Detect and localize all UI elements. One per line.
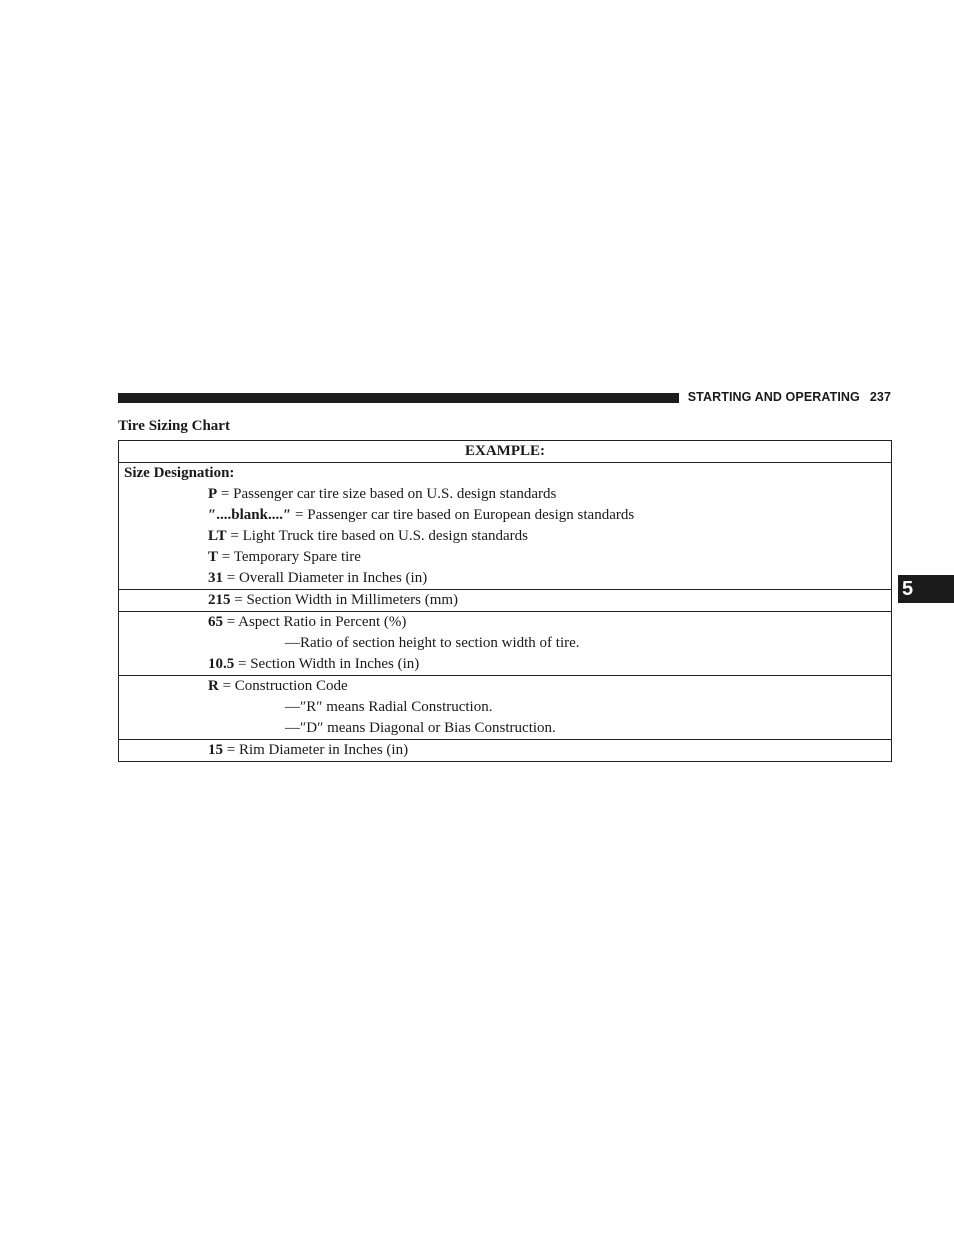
code: 10.5 bbox=[208, 656, 235, 672]
list-item bbox=[119, 676, 891, 697]
table-cell bbox=[119, 590, 892, 612]
list-item bbox=[119, 654, 891, 675]
table-row bbox=[119, 740, 892, 762]
header-rule bbox=[118, 393, 679, 403]
description: = Section Width in Inches (in) bbox=[234, 656, 420, 672]
description: = Aspect Ratio in Percent (%) bbox=[223, 614, 407, 630]
chapter-tab: 5 bbox=[898, 575, 954, 603]
table-cell bbox=[119, 463, 892, 590]
example-heading: EXAMPLE: bbox=[465, 443, 545, 459]
code: LT bbox=[208, 528, 227, 544]
section-name: STARTING AND OPERATING bbox=[687, 390, 860, 404]
table-cell bbox=[119, 740, 892, 762]
description: = Rim Diameter in Inches (in) bbox=[223, 742, 409, 758]
table-row bbox=[119, 676, 892, 740]
list-item bbox=[119, 547, 891, 568]
description: = Section Width in Millimeters (mm) bbox=[230, 592, 459, 608]
note: —Ratio of section height to section width of tire. bbox=[285, 635, 580, 651]
description: = Passenger car tire based on European design standards bbox=[291, 507, 635, 523]
description: = Construction Code bbox=[218, 678, 348, 694]
code: 15 bbox=[208, 742, 223, 758]
table-header-row bbox=[119, 441, 892, 463]
list-item bbox=[119, 526, 891, 547]
table-cell bbox=[119, 612, 892, 676]
page-number: 237 bbox=[869, 390, 891, 404]
list-item bbox=[119, 590, 891, 611]
description: = Temporary Spare tire bbox=[218, 549, 361, 565]
note: —″R″ means Radial Construction. bbox=[285, 699, 493, 715]
list-item bbox=[119, 505, 891, 526]
table-row bbox=[119, 612, 892, 676]
description: = Passenger car tire size based on U.S. design standards bbox=[217, 486, 557, 502]
code: R bbox=[208, 678, 219, 694]
table-header-cell bbox=[119, 441, 892, 463]
code: 65 bbox=[208, 614, 223, 630]
note: —″D″ means Diagonal or Bias Construction. bbox=[285, 720, 556, 736]
list-item bbox=[119, 568, 891, 589]
table-row bbox=[119, 590, 892, 612]
table-cell bbox=[119, 676, 892, 740]
code: ″....blank....″ bbox=[208, 507, 292, 523]
description: = Overall Diameter in Inches (in) bbox=[223, 570, 428, 586]
tire-sizing-table bbox=[118, 440, 892, 762]
list-item bbox=[119, 612, 891, 633]
section-title: Tire Sizing Chart bbox=[118, 418, 230, 434]
code: P bbox=[208, 486, 218, 502]
description: = Light Truck tire based on U.S. design standards bbox=[226, 528, 528, 544]
size-designation-label: Size Designation: bbox=[124, 465, 235, 481]
code: 31 bbox=[208, 570, 223, 586]
code: 215 bbox=[208, 592, 231, 608]
code: T bbox=[208, 549, 219, 565]
table-row bbox=[119, 463, 892, 590]
list-item bbox=[119, 740, 891, 761]
running-header bbox=[688, 390, 891, 404]
list-item bbox=[119, 484, 891, 505]
